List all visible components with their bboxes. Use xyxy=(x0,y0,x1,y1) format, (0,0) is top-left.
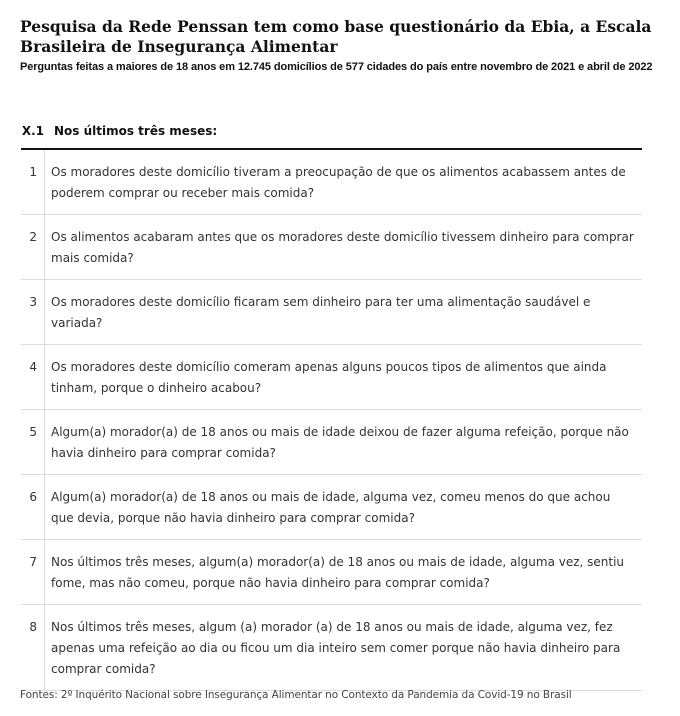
row-question: Os moradores deste domicílio tiveram a preocupação de que os alimentos acabassem antes de poderem comprar ou receber mais comida? xyxy=(51,165,626,200)
row-number: 4 xyxy=(21,345,45,409)
table-row xyxy=(21,215,642,280)
row-question: Os moradores deste domicílio comeram apenas alguns poucos tipos de alimentos que ainda tinham, porque o dinheiro acabou? xyxy=(51,360,607,395)
row-question: Algum(a) morador(a) de 18 anos ou mais de idade deixou de fazer alguma refeição, porque não havia dinheiro para comprar comida? xyxy=(51,425,629,460)
row-number: 7 xyxy=(21,540,45,604)
row-question: Nos últimos três meses, algum (a) morador (a) de 18 anos ou mais de idade, alguma vez, fez apenas uma refeição ao dia ou ficou um dia inteiro sem comer porque não havia dinheiro para comprar comida? xyxy=(51,620,621,676)
table-row xyxy=(21,410,642,475)
row-number: 2 xyxy=(21,215,45,279)
source-footer: Fontes: 2º Inquérito Nacional sobre Insegurança Alimentar no Contexto da Pandemia da Covid-19 no Brasil xyxy=(20,689,572,701)
row-number: 8 xyxy=(21,605,45,690)
row-number: 1 xyxy=(21,150,45,214)
row-question: Os moradores deste domicílio ficaram sem dinheiro para ter uma alimentação saudável e variada? xyxy=(51,295,591,330)
table-row xyxy=(21,150,642,215)
row-question: Os alimentos acabaram antes que os moradores deste domicílio tivessem dinheiro para comprar mais comida? xyxy=(51,230,634,265)
table-header xyxy=(21,114,642,150)
row-number: 3 xyxy=(21,280,45,344)
row-number: 6 xyxy=(21,475,45,539)
header-number: X.1 xyxy=(21,124,44,138)
page-title: Pesquisa da Rede Penssan tem como base questionário da Ebia, a Escala Brasileira de Insegurança Alimentar xyxy=(20,17,652,56)
table-row xyxy=(21,345,642,410)
table-row xyxy=(21,605,642,691)
table-row xyxy=(21,475,642,540)
table-row xyxy=(21,540,642,605)
page-subtitle: Perguntas feitas a maiores de 18 anos em 12.745 domicílios de 577 cidades do país entre novembro de 2021 e abril de 2022 xyxy=(20,61,653,73)
row-question: Nos últimos três meses, algum(a) morador(a) de 18 anos ou mais de idade, alguma vez, sentiu fome, mas não comeu, porque não havia dinheiro para comprar comida? xyxy=(51,555,625,590)
row-question: Algum(a) morador(a) de 18 anos ou mais de idade, alguma vez, comeu menos do que achou que devia, porque não havia dinheiro para comprar comida? xyxy=(51,490,611,525)
row-number: 5 xyxy=(21,410,45,474)
header-text: Nos últimos três meses: xyxy=(54,124,218,138)
table-row xyxy=(21,280,642,345)
questions-table xyxy=(21,114,642,691)
